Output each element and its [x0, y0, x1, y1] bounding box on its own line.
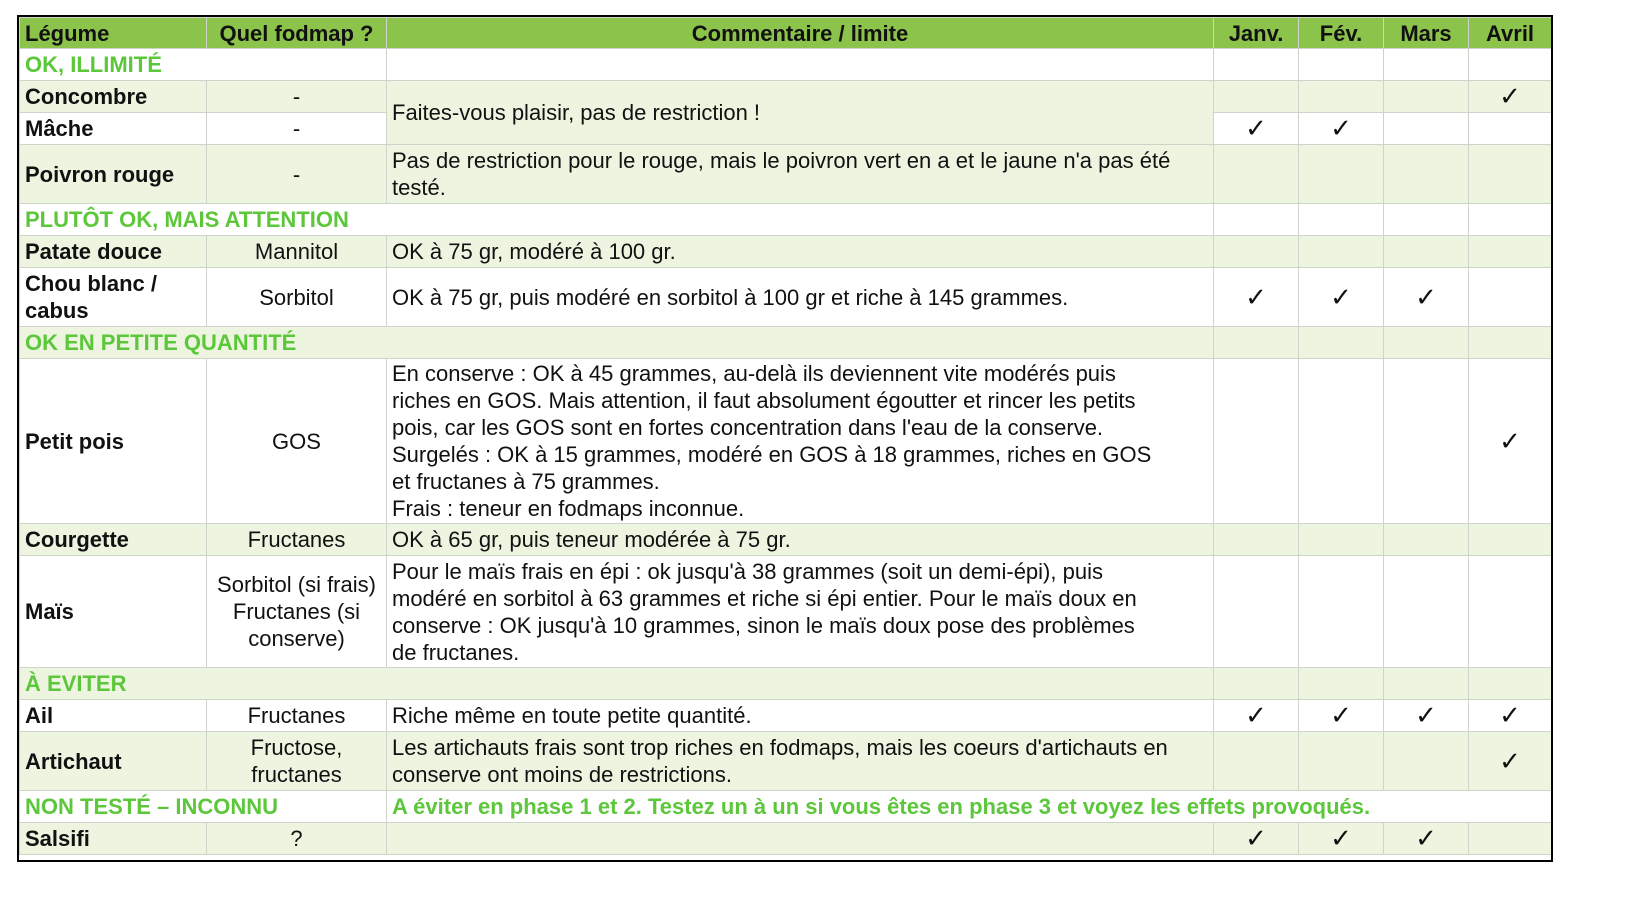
fodmap-type: -	[207, 145, 387, 204]
vegetable-name: Concombre	[20, 81, 207, 113]
vegetable-name: Artichaut	[20, 732, 207, 791]
vegetable-name: Maïs	[20, 556, 207, 668]
section-note: A éviter en phase 1 et 2. Testez un à un si vous êtes en phase 3 et voyez les effets provoqués.	[387, 791, 1552, 823]
table-row	[20, 268, 1552, 327]
col-header-janv: Janv.	[1214, 18, 1299, 49]
col-header-fodmap: Quel fodmap ?	[207, 18, 387, 49]
month-mark	[1469, 524, 1552, 556]
month-mark: ✓	[1214, 700, 1299, 732]
month-mark	[1299, 732, 1384, 791]
fodmap-type: -	[207, 113, 387, 145]
fodmap-vegetable-table-frame	[17, 15, 1553, 862]
fodmap-type: Fructose, fructanes	[207, 732, 387, 791]
month-mark	[1299, 556, 1384, 668]
month-mark: ✓	[1299, 113, 1384, 145]
comment-cell: Riche même en toute petite quantité.	[387, 700, 1214, 732]
vegetable-name: Patate douce	[20, 236, 207, 268]
section-title: PLUTÔT OK, MAIS ATTENTION	[20, 204, 1214, 236]
section-row	[20, 668, 1552, 700]
section-title: OK EN PETITE QUANTITÉ	[20, 327, 1214, 359]
col-header-comment: Commentaire / limite	[387, 18, 1214, 49]
month-mark: ✓	[1384, 700, 1469, 732]
month-mark: ✓	[1299, 823, 1384, 855]
comment-cell: Pour le maïs frais en épi : ok jusqu'à 38 grammes (soit un demi-épi), puis modéré en sorbitol à 63 grammes et riche si épi entier. Pour le maïs doux en conserve : OK jusqu'à 10 grammes, sinon le maïs doux pose des problèmes de fructanes.	[387, 556, 1214, 668]
month-mark	[1299, 145, 1384, 204]
month-mark: ✓	[1469, 732, 1552, 791]
month-mark	[1214, 359, 1299, 524]
fodmap-type: Sorbitol (si frais) Fructanes (si conserve)	[207, 556, 387, 668]
month-mark	[1469, 268, 1552, 327]
month-mark: ✓	[1469, 359, 1552, 524]
table-row	[20, 732, 1552, 791]
month-mark	[1214, 81, 1299, 113]
table-row	[20, 81, 1552, 113]
vegetable-name: Poivron rouge	[20, 145, 207, 204]
month-mark	[1214, 236, 1299, 268]
month-mark	[1214, 732, 1299, 791]
month-mark	[1469, 823, 1552, 855]
table-row	[20, 556, 1552, 668]
table-row	[20, 359, 1552, 524]
month-mark	[1384, 556, 1469, 668]
col-header-avril: Avril	[1469, 18, 1552, 49]
month-mark	[1469, 145, 1552, 204]
header-row	[20, 18, 1552, 49]
comment-cell	[387, 823, 1214, 855]
month-mark	[1299, 236, 1384, 268]
vegetable-name: Chou blanc / cabus	[20, 268, 207, 327]
month-mark: ✓	[1214, 823, 1299, 855]
month-mark	[1384, 236, 1469, 268]
comment-cell: OK à 75 gr, modéré à 100 gr.	[387, 236, 1214, 268]
fodmap-type: Fructanes	[207, 524, 387, 556]
month-mark: ✓	[1384, 823, 1469, 855]
month-mark	[1469, 556, 1552, 668]
col-header-fev: Fév.	[1299, 18, 1384, 49]
section-title: OK, ILLIMITÉ	[20, 49, 387, 81]
section-row	[20, 204, 1552, 236]
month-mark	[1384, 145, 1469, 204]
comment-cell: OK à 65 gr, puis teneur modérée à 75 gr.	[387, 524, 1214, 556]
fodmap-type: GOS	[207, 359, 387, 524]
table-row	[20, 145, 1552, 204]
section-row	[20, 49, 1552, 81]
month-mark	[1299, 81, 1384, 113]
month-mark: ✓	[1469, 81, 1552, 113]
vegetable-name: Mâche	[20, 113, 207, 145]
month-mark: ✓	[1214, 268, 1299, 327]
month-mark	[1384, 359, 1469, 524]
fodmap-type: ?	[207, 823, 387, 855]
month-mark	[1384, 81, 1469, 113]
fodmap-type: Fructanes	[207, 700, 387, 732]
month-mark	[1299, 524, 1384, 556]
month-mark	[1214, 145, 1299, 204]
fodmap-type: Mannitol	[207, 236, 387, 268]
section-title: À EVITER	[20, 668, 1214, 700]
comment-cell: En conserve : OK à 45 grammes, au-delà ils deviennent vite modérés puis riches en GOS. Mais attention, il faut absolument égoutter et rincer les petits pois, car les GOS sont en fortes concentration dans l'eau de la conserve. Surgelés : OK à 15 grammes, modéré en GOS à 18 grammes, riches en GOS et fructanes à 75 grammes. Frais : teneur en fodmaps inconnue.	[387, 359, 1214, 524]
month-mark: ✓	[1299, 268, 1384, 327]
fodmap-vegetable-table	[19, 17, 1552, 855]
month-mark	[1384, 732, 1469, 791]
comment-cell: Pas de restriction pour le rouge, mais le poivron vert en a et le jaune n'a pas été testé.	[387, 145, 1214, 204]
vegetable-name: Ail	[20, 700, 207, 732]
section-row	[20, 327, 1552, 359]
comment-cell: Les artichauts frais sont trop riches en fodmaps, mais les coeurs d'artichauts en conserve ont moins de restrictions.	[387, 732, 1214, 791]
section-title: NON TESTÉ – INCONNU	[20, 791, 387, 823]
table-row	[20, 823, 1552, 855]
vegetable-name: Courgette	[20, 524, 207, 556]
month-mark	[1469, 113, 1552, 145]
comment-cell: Faites-vous plaisir, pas de restriction !	[387, 81, 1214, 145]
month-mark	[1384, 113, 1469, 145]
month-mark	[1469, 236, 1552, 268]
col-header-legume: Légume	[20, 18, 207, 49]
table-row	[20, 700, 1552, 732]
month-mark	[1214, 556, 1299, 668]
fodmap-type: Sorbitol	[207, 268, 387, 327]
fodmap-type: -	[207, 81, 387, 113]
comment-cell: OK à 75 gr, puis modéré en sorbitol à 100 gr et riche à 145 grammes.	[387, 268, 1214, 327]
col-header-mars: Mars	[1384, 18, 1469, 49]
month-mark: ✓	[1469, 700, 1552, 732]
section-row	[20, 791, 1552, 823]
month-mark: ✓	[1384, 268, 1469, 327]
vegetable-name: Petit pois	[20, 359, 207, 524]
month-mark	[1384, 524, 1469, 556]
month-mark	[1299, 359, 1384, 524]
vegetable-name: Salsifi	[20, 823, 207, 855]
table-row	[20, 524, 1552, 556]
month-mark: ✓	[1299, 700, 1384, 732]
month-mark	[1214, 524, 1299, 556]
table-row	[20, 236, 1552, 268]
month-mark: ✓	[1214, 113, 1299, 145]
